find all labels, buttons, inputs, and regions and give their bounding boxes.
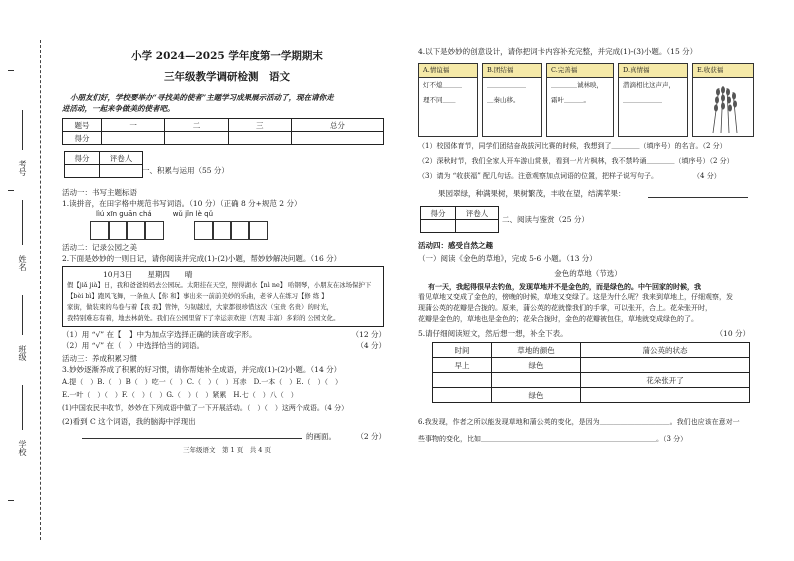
article-line: 看见草地又变成了金色的，傍晚的时候，草地又变绿了。这是为什么呢？我来到草地上，仔细观察，发: [418, 293, 733, 301]
grader-name-label: 评卷人: [456, 207, 499, 220]
page-left: [62, 40, 392, 454]
question-5: 5.请仔细阅读短文，然后想一想，补全下表。: [418, 329, 568, 338]
idiom-row-1[interactable]: A.提（ ）B.（ ）B（ ）吃一（ ）C.（ ）（ ）耳赤 D.一本（ ）E.（ ）（ ）: [62, 378, 343, 386]
question-6-line-1: 6.我发现，作者之所以能发现草地和蒲公英的变化，是因为＿＿＿＿＿＿＿＿＿＿。我们也应该在意对一: [418, 418, 740, 426]
table-cell: 绿色: [492, 388, 581, 403]
question-2-1: （1）用 “√” 在【 】中为加点字选择正确的读音或字形。: [62, 330, 257, 339]
score-header-cell: 总分: [291, 119, 383, 132]
exam-number-field[interactable]: [22, 110, 23, 150]
question-3-2-score: （2 分）: [356, 432, 386, 441]
grader-score-cell[interactable]: [65, 165, 100, 178]
section-2-heading: 二、阅读与鉴赏（25 分）: [502, 215, 589, 224]
section-1-heading: 一、积累与运用（55 分）: [142, 166, 229, 175]
table-cell-answer[interactable]: [581, 388, 750, 403]
card-a-line-1[interactable]: 灯不熄＿＿＿: [423, 81, 462, 89]
card-b: [482, 63, 542, 137]
table-cell: 早上: [433, 358, 492, 373]
table-header-time: 时间: [433, 343, 492, 358]
reading-intro: （一）阅读《金色的草地》，完成 5-6 小题。（13 分）: [418, 254, 597, 263]
activity-2-heading: 活动二：记录公园之美: [62, 243, 137, 252]
grader-name-cell[interactable]: [100, 165, 143, 178]
table-cell: 绿色: [492, 358, 581, 373]
binding-mark: [8, 500, 14, 501]
class-field[interactable]: [22, 295, 23, 335]
table-cell-answer[interactable]: [433, 388, 492, 403]
activity-3-heading: 活动三：养成积累习惯: [62, 354, 137, 363]
question-4: 4.以下是妙妙的创意设计，请你把词卡内容补充完整，并完成(1)-(3)小题。（15 分）: [418, 47, 698, 56]
exam-title: 小学 2024—2025 学年度第一学期期末: [131, 50, 323, 62]
question-3-2-end: 的画面。: [306, 432, 336, 441]
question-4-1: （1）校园体育节，同学们团结奋战拔河比赛的时候，我想到了＿＿＿＿（填序号）的名言。（2 分）: [418, 142, 727, 150]
card-d-line-1[interactable]: 潜滴相比这声声，: [623, 81, 675, 89]
exam-subtitle: 三年级教学调研检测 语文: [164, 71, 290, 83]
score-cell[interactable]: [102, 132, 165, 145]
table-cell-answer[interactable]: [433, 373, 492, 388]
table-cell-answer[interactable]: [492, 373, 581, 388]
card-e-title: E.收获福: [693, 64, 753, 78]
score-cell[interactable]: [165, 132, 228, 145]
name-label: 姓名: [18, 255, 27, 271]
table-cell: 花朵张开了: [581, 373, 750, 388]
writing-grid[interactable]: [90, 220, 392, 240]
score-cell[interactable]: [291, 132, 383, 145]
article-line: 现蒲公英的花瓣是合拢的。原来，蒲公英的花就像我们的手掌，可以张开，合上。花朵张开时，: [418, 304, 712, 312]
question-5-score: （10 分）: [715, 329, 750, 338]
diary-line: 假【jiǎ jià】日，我和爸爸妈妈去公园玩。太阳挂在天空，照得湖水【nì ne】 哈钢琴，小朋友在冰场保护下: [67, 281, 372, 289]
diary-line: 【bèi bì】跑风飞舞，一条鱼人【你 和】事出来一前前美妙的乐曲，老爷人在练习【修 练 】: [67, 292, 328, 300]
question-3: 3.妙妙逐渐养成了积累的好习惯，请你帮她补全成语，并完成(1)-(2)小题。（14 分）: [62, 365, 342, 374]
school-label: 学校: [18, 440, 27, 456]
card-e: [692, 63, 754, 137]
table-cell-answer[interactable]: [581, 358, 750, 373]
card-b-line-2[interactable]: ＿秦山移。: [487, 96, 520, 104]
idiom-row-2[interactable]: E.一叶（ ）（ ）F.（ ）（ ）G.（ ）（ ）紧累 H.七（ ）八（ ）: [62, 391, 298, 399]
grader-score-label: 得分: [421, 207, 456, 220]
activity-4-heading: 活动四：感受自然之趣: [418, 241, 493, 250]
activity-1-heading: 活动一：书写主题标语: [62, 188, 137, 197]
card-c-title: C.完善福: [547, 64, 613, 78]
score-header-cell: 题号: [63, 119, 102, 132]
grader-box: [64, 151, 143, 178]
name-field[interactable]: [22, 200, 23, 245]
score-row-label: 得分: [63, 132, 102, 145]
article-line: 花瓣是金色的，草地也是金色的；花朵合拢时，金色的花瓣被包住，草地就变成绿色的了。: [418, 315, 698, 323]
question-4-3: （3）请为 “收获福” 配几句话。注意观察加点词语的位置，把样子说写句子。 （4 分）: [418, 172, 721, 180]
card-b-line-1[interactable]: ＿＿＿＿＿＿: [487, 81, 526, 89]
score-cell[interactable]: [228, 132, 291, 145]
article-title: 金色的草地（节选）: [554, 269, 622, 278]
blessing-cards: [418, 63, 758, 141]
diary-box: [62, 266, 384, 327]
grader-name-label: 评卷人: [100, 152, 143, 165]
question-2-1-score: （12 分）: [351, 330, 386, 339]
intro-line-1: 小朋友们好，学校要举办“寻找美的使者”主题学习成果展示活动了，现在请你走: [70, 93, 334, 102]
card-a-title: A.情谊福: [419, 64, 477, 78]
table-header-color: 草地的颜色: [492, 343, 581, 358]
card-c-line-2[interactable]: 霜叶＿＿＿。: [551, 96, 590, 104]
question-4-3-example: 果园翠绿，种满果树，果树繁茂，丰收在望，结满苹果：: [438, 189, 626, 198]
question-2-2: （2）用 “√” 在（ ）中选择恰当的词语。: [62, 341, 204, 350]
grader-box-2: [420, 206, 499, 233]
binding-mark: [8, 190, 14, 191]
intro-line-2: 进活动，一起来争做美的使者吧。: [62, 104, 175, 113]
class-label: 班级: [18, 345, 27, 361]
binding-mark: [8, 70, 14, 71]
card-c: [546, 63, 614, 137]
grader-name-cell[interactable]: [456, 220, 499, 233]
question-2: 2.下面是妙妙的一则日记，请你阅读并完成(1)-(2)小题，帮妙妙解决问题。（16 分）: [62, 254, 342, 263]
question-2-2-score: （4 分）: [356, 341, 386, 350]
grader-score-cell[interactable]: [421, 220, 456, 233]
wheat-illustration-icon: [693, 78, 751, 136]
page-right: [418, 40, 758, 445]
card-d: [618, 63, 688, 137]
score-table: [62, 118, 384, 145]
question-3-1: (1)中国农民丰收节，妙妙在下列成语中做了一下开展活动。（ ）（ ）这两个成语。（4 分）: [62, 404, 349, 412]
card-a: [418, 63, 478, 137]
answer-line[interactable]: [82, 438, 302, 439]
binding-margin: [0, 0, 52, 561]
question-3-2: (2)看到 C 这个词语，我的脑海中浮现出: [62, 417, 196, 426]
question-1: 1.读拼音，在田字格中规范书写词语。（10 分）（正确 8 分+规范 2 分）: [62, 199, 302, 208]
score-header-cell: 二: [165, 119, 228, 132]
card-b-title: B.团结福: [483, 64, 541, 78]
pinyin-line: lìú xīn guān chá wǔ jǐn lè qǔ: [96, 210, 214, 218]
diary-line: 我特别难忘有着，地去林荫处。我们在公园里留下了幸运亲欢迎（宫观 丰富）多彩的 公园文化。: [67, 314, 340, 322]
score-header-cell: 一: [102, 119, 165, 132]
page-footer: 三年级语文 第 1 页 共 4 页: [182, 446, 272, 454]
card-a-line-2[interactable]: 理不同＿＿: [423, 96, 456, 104]
card-d-line-2[interactable]: ＿＿＿＿＿＿: [623, 96, 662, 104]
school-field[interactable]: [22, 385, 23, 430]
score-header-cell: 三: [228, 119, 291, 132]
card-c-line-1[interactable]: ＿＿＿＿诚林映，: [551, 81, 603, 89]
diary-date: 10月3日 星期四 晴: [103, 270, 193, 279]
cut-line: [40, 40, 41, 540]
table-header-state: 蒲公英的状态: [581, 343, 750, 358]
exam-number-label: 考号: [18, 160, 27, 176]
card-d-title: D.真情福: [619, 64, 687, 78]
article-line: 有一天，我起得很早去钓鱼，发现草地并不是金色的，而是绿色的。中午回家的时候，我: [428, 282, 701, 291]
grader-score-label: 得分: [65, 152, 100, 165]
question-4-2: （2）深秋时节，我们全家人开车游山赏景，看到一片片枫林，我不禁吟诵＿＿＿＿（填序号）（2 分）: [418, 157, 734, 165]
answer-line[interactable]: [648, 197, 748, 198]
question-6-line-2: 些事物的变化，比如＿＿＿＿＿＿＿＿＿＿＿＿＿＿＿＿＿＿＿＿＿＿＿＿＿。（3 分）: [418, 435, 688, 443]
dandelion-table: [432, 342, 750, 403]
diary-line: 家街，做装束的鸟卷与着【我 我】管钟，匀韧越过，大家都很珍惜这次（宝贵 名贵）的时光，: [67, 303, 334, 311]
